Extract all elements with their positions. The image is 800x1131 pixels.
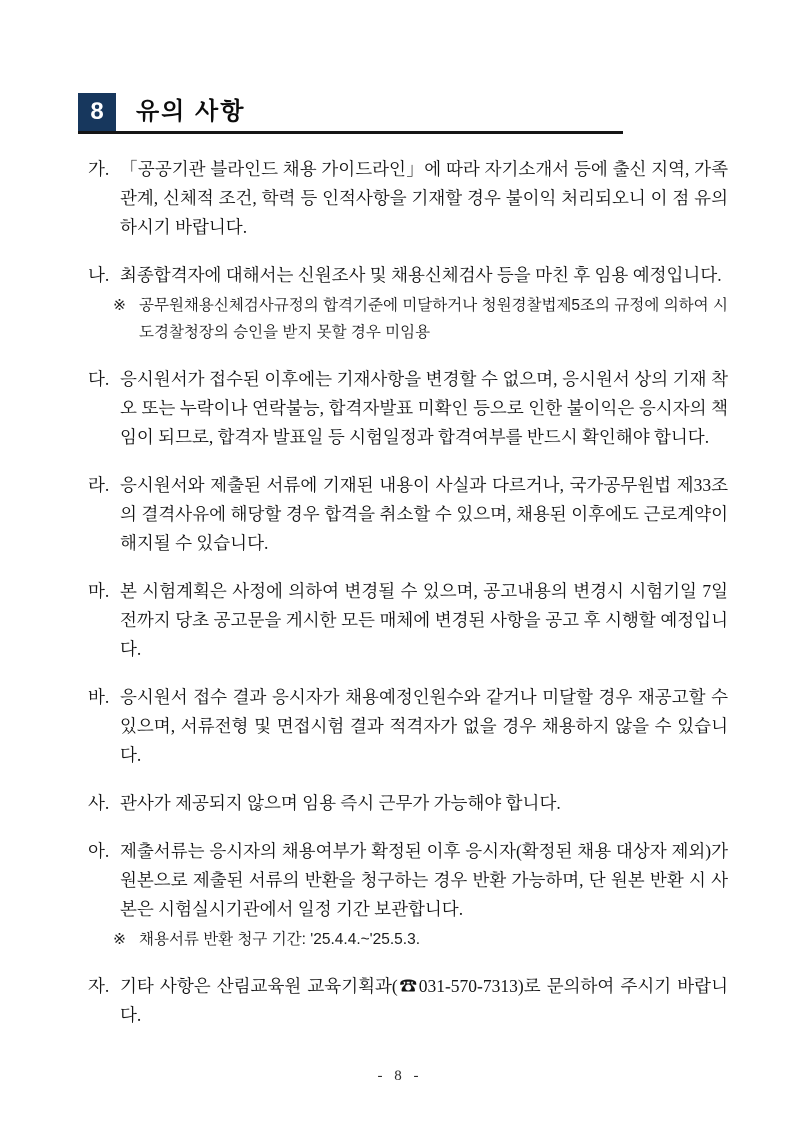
item-label: 다. (88, 369, 110, 389)
item-body (120, 155, 728, 242)
list-item (88, 365, 728, 452)
item-body (113, 261, 728, 346)
item-label: 가. (88, 159, 110, 179)
item-text: 본 시험계획은 사정에 의하여 변경될 수 있으며, 공고내용의 변경시 시험기일 7일 전까지 당초 공고문을 게시한 모든 매체에 변경된 사항을 공고 후 시행할 예정입니다. (120, 581, 728, 659)
item-sub-note (113, 292, 728, 346)
item-text: 기타 사항은 산림교육원 교육기획과(☎031-570-7313)로 문의하여 주시기 바랍니다. (120, 976, 728, 1025)
item-body (120, 789, 728, 818)
item-text: 제출서류는 응시자의 채용여부가 확정된 이후 응시자(확정된 채용 대상자 제외)가 원본으로 제출된 서류의 반환을 청구하는 경우 반환 가능하며, 단 원본 반환 시 사본은 시험실시기관에서 일정 기간 보관합니다. (120, 841, 728, 919)
note-text: 채용서류 반환 청구 기간: '25.4.4.~'25.5.3. (139, 931, 421, 948)
item-text: 최종합격자에 대해서는 신원조사 및 채용신체검사 등을 마친 후 임용 예정입니다. (120, 265, 722, 285)
list-item (88, 683, 728, 770)
note-marker: ※ (113, 297, 126, 314)
item-label: 라. (88, 475, 110, 495)
item-text: 관사가 제공되지 않으며 임용 즉시 근무가 가능해야 합니다. (120, 793, 561, 813)
item-body (120, 471, 728, 558)
list-item (88, 972, 728, 1030)
list-item (88, 789, 728, 818)
item-body (120, 683, 728, 770)
item-label: 나. (88, 265, 110, 285)
section-number-badge: 8 (78, 93, 116, 131)
section-title: 유의 사항 (136, 98, 246, 125)
item-label: 마. (88, 581, 110, 601)
note-text: 공무원채용신체검사규정의 합격기준에 미달하거나 청원경찰법제5조의 규정에 의하여 시도경찰청장의 승인을 받지 못할 경우 미임용 (139, 297, 728, 341)
page-number: - 8 - (377, 1068, 423, 1084)
item-sub-note (113, 926, 728, 953)
item-text: 「공공기관 블라인드 채용 가이드라인」에 따라 자기소개서 등에 출신 지역, 가족관계, 신체적 조건, 학력 등 인적사항을 기재할 경우 불이익 처리되오니 이 점 유의하시기 바랍니다. (120, 159, 728, 237)
item-label: 아. (88, 841, 110, 861)
list-item (88, 471, 728, 558)
note-marker: ※ (113, 931, 126, 948)
item-text: 응시원서와 제출된 서류에 기재된 내용이 사실과 다르거나, 국가공무원법 제33조의 결격사유에 해당할 경우 합격을 취소할 수 있으며, 채용된 이후에도 근로계약이 해지될 수 있습니다. (120, 475, 728, 553)
item-body (120, 365, 728, 452)
item-label: 사. (88, 793, 110, 813)
section-header (78, 93, 623, 134)
notes-list (88, 155, 728, 1030)
list-item (88, 155, 728, 242)
item-body (113, 837, 728, 953)
item-body (120, 577, 728, 664)
item-text: 응시원서가 접수된 이후에는 기재사항을 변경할 수 없으며, 응시원서 상의 기재 착오 또는 누락이나 연락불능, 합격자발표 미확인 등으로 인한 불이익은 응시자의 책임이 되므로, 합격자 발표일 등 시험일정과 합격여부를 반드시 확인해야 합니다. (120, 369, 728, 447)
list-item (88, 837, 728, 953)
list-item (88, 577, 728, 664)
item-text: 응시원서 접수 결과 응시자가 채용예정인원수와 같거나 미달할 경우 재공고할 수 있으며, 서류전형 및 면접시험 결과 적격자가 없을 경우 채용하지 않을 수 있습니다. (120, 687, 728, 765)
item-body (120, 972, 728, 1030)
item-label: 바. (88, 687, 110, 707)
item-label: 자. (88, 976, 110, 996)
list-item (88, 261, 728, 346)
